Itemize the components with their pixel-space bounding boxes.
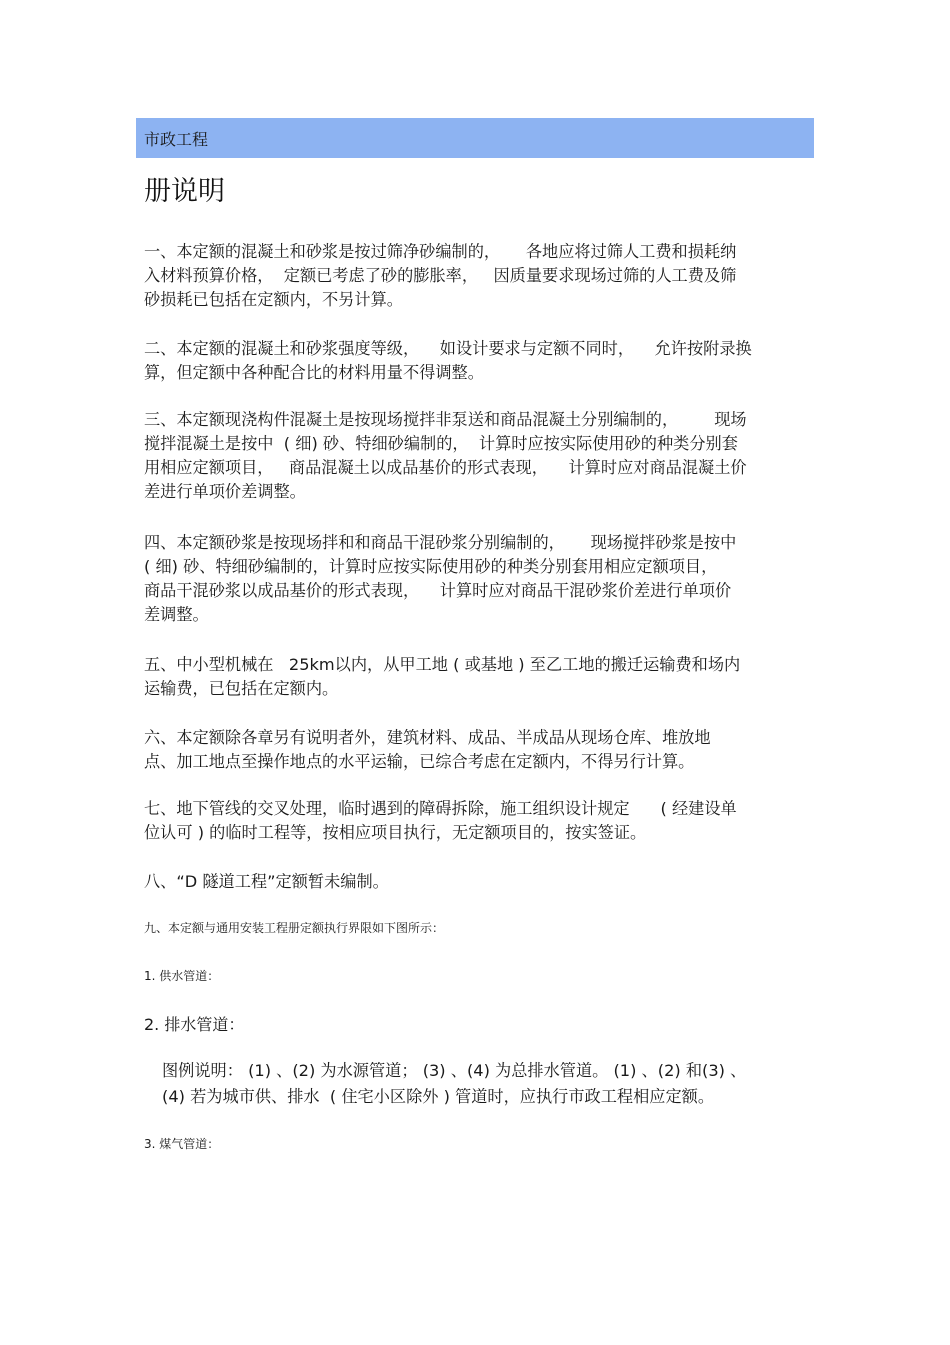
paragraph-line: 七、地下管线的交叉处理，临时遇到的障碍拆除，施工组织设计规定 ( 经建设单 — [144, 799, 737, 818]
paragraph-line: 用相应定额项目， 商品混凝土以成品基价的形式表现， 计算时应对商品混凝土价 — [144, 458, 747, 477]
paragraph-line: 运输费，已包括在定额内。 — [144, 679, 339, 698]
paragraph-line: ( 细) 砂、特细砂编制的，计算时应按实际使用砂的种类分别套用相应定额项目， — [144, 557, 718, 576]
paragraph-line: 八、“D 隧道工程”定额暂未编制。 — [144, 872, 389, 891]
paragraph-1 — [144, 240, 812, 312]
page-title: 册说明 — [144, 176, 225, 207]
paragraph-line: 算，但定额中各种配合比的材料用量不得调整。 — [144, 363, 484, 382]
legend-line: 图例说明： (1) 、(2) 为水源管道； (3) 、(4) 为总排水管道。 (1) 、(2) 和(3) 、 — [162, 1061, 747, 1080]
paragraph-7 — [144, 797, 812, 845]
paragraph-line: 三、本定额现浇构件混凝土是按现场搅拌非泵送和商品混凝土分别编制的， 现场 — [144, 410, 747, 429]
paragraph-line: 四、本定额砂浆是按现场拌和和商品干混砂浆分别编制的， 现场搅拌砂浆是按中 — [144, 533, 737, 552]
section-header-label: 市政工程 — [144, 129, 209, 149]
paragraph-6 — [144, 726, 812, 774]
paragraph-line: 商品干混砂浆以成品基价的形式表现， 计算时应对商品干混砂浆价差进行单项价 — [144, 581, 732, 600]
paragraph-3 — [144, 408, 812, 504]
paragraph-line: 搅拌混凝土是按中 ( 细) 砂、特细砂编制的， 计算时应按实际使用砂的种类分别套 — [144, 434, 738, 453]
paragraph-8 — [144, 870, 812, 894]
paragraph-line: 差调整。 — [144, 605, 209, 624]
paragraph-line: 五、中小型机械在 25km以内，从甲工地 ( 或基地 ) 至乙工地的搬迁运输费和场内 — [144, 655, 741, 674]
paragraph-line: 入材料预算价格， 定额已考虑了砂的膨胀率， 因质量要求现场过筛的人工费及筛 — [144, 266, 737, 285]
paragraph-line: 点、加工地点至操作地点的水平运输，已综合考虑在定额内，不得另行计算。 — [144, 752, 695, 771]
drainage-heading: 2. 排水管道： — [144, 1015, 245, 1034]
paragraph-line: 六、本定额除各章另有说明者外，建筑材料、成品、半成品从现场仓库、堆放地 — [144, 728, 711, 747]
paragraph-4 — [144, 531, 812, 627]
item-nine-text: 九、本定额与通用安装工程册定额执行界限如下图所示： — [144, 921, 445, 935]
legend-line: (4) 若为城市供、排水 ( 住宅小区除外 ) 管道时，应执行市政工程相应定额。 — [162, 1087, 715, 1106]
paragraph-2 — [144, 337, 812, 385]
paragraph-line: 二、本定额的混凝土和砂浆强度等级， 如设计要求与定额不同时， 允许按附录换 — [144, 339, 752, 358]
legend-description — [162, 1058, 812, 1110]
water-supply-heading: 1. 供水管道： — [144, 969, 220, 983]
paragraph-5 — [144, 653, 812, 701]
paragraph-line: 差进行单项价差调整。 — [144, 482, 306, 501]
paragraph-line: 砂损耗已包括在定额内，不另计算。 — [144, 290, 403, 309]
paragraph-line: 一、本定额的混凝土和砂浆是按过筛净砂编制的， 各地应将过筛人工费和损耗纳 — [144, 242, 737, 261]
paragraph-line: 位认可 ) 的临时工程等，按相应项目执行，无定额项目的，按实签证。 — [144, 823, 647, 842]
section-header-band — [136, 118, 814, 158]
gas-pipeline-heading: 3. 煤气管道： — [144, 1137, 220, 1151]
